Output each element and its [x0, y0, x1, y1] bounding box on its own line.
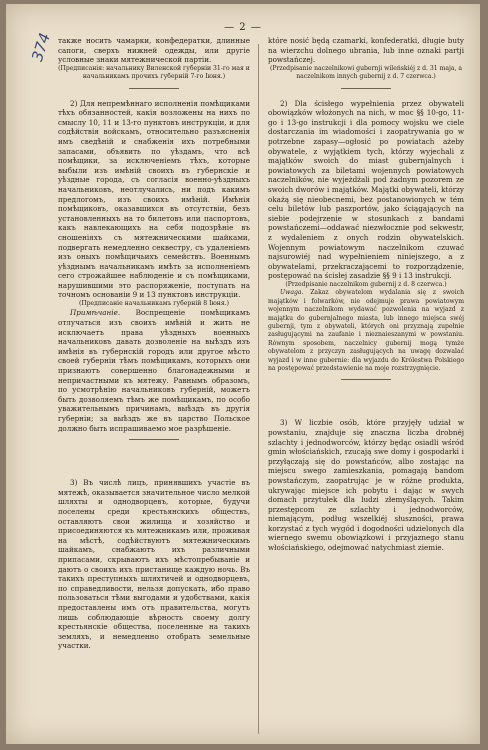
right-section-3: 3) W liczbie osób, które przyjęły udział w powstaniu, znajduje się znaczna liczba drobnéj szlachty i jednodworców, którzy będąc osiadli wśród gmin włościańskich, rzucają swe domy i gospodarki i przyłączają się do powstańców, albo zostając na miejscu swego zamieszkania, pomagają bandom powstańczym, zaopatrując je w różne produkta, ukrywając miejsce ich pobytu i dając w swych domach przytułek dla ludzi złemyślących. Takim przestępcom ze szlachty i jednodworców, niemającym, podług wszelkiéj słuszności, prawa korzystać z tych wygód i dogodności udzielonych dla wiernego swemu obowiązkowi i przyjaznego stanu włościańskiego, odejmować natychmiast ziemie. — [268, 418, 464, 553]
document-page — [6, 4, 480, 744]
polish-column — [268, 36, 464, 553]
right-section-1: które nosić będą czamarki, konfederatki, długie buty na wierzchu dolnego ubrania, lub inne oznaki partji powstańczej. — [268, 36, 464, 65]
left-section-1-note: (Предписанія: начальнику Виленской губерніи 31-го мая и начальникамъ прочихъ губерній 7-го Іюня.) — [58, 64, 250, 81]
left-remark-text: Воспрещеніе помѣщикамъ отлучаться изъ своихъ имѣній и жить не исключаетъ права уѣздныхъ военныхъ начальниковъ давать дозволеніе на выѣздъ изъ имѣнія въ губернскій городъ или другое мѣсто своей губерніи тѣмъ помѣщикамъ, которыхъ они признаютъ совершенно благонадежными и непричастными къ мятежу. Равнымъ образомъ, по усмотрѣнію начальниковъ губерній, можетъ быть дозволяемъ тѣмъ же помѣщикамъ, по особо уважительнымъ причинамъ, выѣздъ въ другія губерніи; за выѣздъ же въ царство Польское должно быть испрашиваемо мое разрѣшеніе. — [58, 308, 250, 433]
left-rule-2 — [129, 439, 179, 440]
russian-column — [58, 36, 250, 651]
right-remark-label: Uwaga. — [280, 289, 304, 297]
left-rule-1 — [129, 88, 179, 89]
right-section-2: 2) Dla ścisłego wypełnienia przez obywateli obowiązków włożonych na nich, w moc §§ 10-go, 11-go i 13-go instrukcji i dla pomocy wojsku we ciele dostarczania im wiadomości i zaopatrywania go w potrzebne zapasy—ogłosić po powiatach ażeby obywatele, z wyjątkiem tych, którzy wyjechali z majątków swoich do miast gubernjalnych i powiatowych za biletami wojennych powiatowych naczelników, nie wyjeżdżali pod żadnym pozorem ze swoich dworów i majątków. Majątki obywateli, którzy okażą się nieobecnemi, bez postanowionych w tém celu biletów lub paszportów, jako ściągających na siebie podejrzenie w stosunkach z bandami powstańczemi—oddawać niezwłocznie pod sekwestr, z wydaleniem z onych rodzin obywatelskich. Wojennym powiatowym naczelnikom czuwać najsurowiéj nad wypełnieniem niniejszego, a z obywatelami, przekraczającemi to rozporządzenie, postępować na ścisłej zasadzie §§ 9 i 13 instrukcji. — [268, 98, 464, 281]
left-section-2-note: (Предписаніе начальникамъ губерній 8 Іюня.) — [78, 300, 230, 308]
left-remark-label: Примѣчаніе. — [70, 308, 121, 318]
handwritten-page-note: 374 — [28, 30, 54, 64]
page-number: — 2 — — [224, 22, 262, 33]
left-section-3: 3) Въ числѣ лицъ, принявшихъ участіе въ мятежѣ, оказывается значительное число мелкой шляхты и однодворцевъ, которые, будучи поселены среди крестьянскихъ обществъ, оставляютъ свои жилища и хозяйство и присоединяются къ мятежникамъ или, проживая на мѣстѣ, содѣйствуютъ мятежническимъ шайкамъ, снабжаютъ ихъ различными припасами, скрываютъ ихъ мѣстопребываніе и даютъ о своихъ ихъ пристанище каждую ночь. Въ такихъ преступныхъ шляхтичей и однодворцевъ, по справедливости, нельзя допускать, ибо право пользоваться тѣми выгодами и удобствами, какія предоставлены имъ отъ правительства, могутъ лишь соблюдающіе вѣрность своему долгу крестьянскіе общества, поселенные на такихъ земляхъ, и немедленно отобрать земельные участки. — [58, 478, 250, 651]
right-remark-text: Zakaz obywatelom wydalania się z swoich majątków i folwarków, nie odejmuje prawa powiatowym wojennym naczelnikom wydawać pozwolenia na wyjazd z majątku do gubernjalnego miasta, lub innego miejsca swéj gubernji, tym z obywateli, których oni przyznają zupełnie zasługującymi na zaufanie i nieznaieszanymi w powstaniu. Równym sposobem, naczelnicy gubernij mogą tymże obywatelom z przyczyn zasługujących na uwagę dozwalać wyjazd i w inne gubernie: dla wyjazdu do Królestwa Polskiego na postępować przedstawienie na moje rozstrzygnięcie. — [268, 289, 465, 372]
left-section-1: также носить чамарки, конфедератки, длинные сапоги, сверхъ нижней одежды, или другіе условные знаки мятежнической партіи. — [58, 36, 250, 65]
left-section-2: 2) Для непремѣннаго исполненія помѣщиками тѣхъ обязанностей, какія возложены на нихъ по смыслу 10, 11 и 13-го пунктовъ инструкціи, и для содѣйствія войскамъ, относительно разъясненія имъ сведѣній и снабженія ихъ потребными запасами, объявить по уѣздамъ, что всѣ помѣщики, за исключеніемъ тѣхъ, которые выбыли изъ имѣній своихъ въ губернскіе и уѣздные города, съ согласія военно-уѣздныхъ начальниковъ, неотлучались, ни подъ какимъ предлогомъ, изъ своихъ имѣній. Имѣнія помѣщиковъ, оказавшихся въ отсутствіи, безъ установленныхъ на то билетовъ или паспортовъ, какъ навлекающихъ на себя подозрѣніе въ сношеніяхъ съ мятежническими шайками, подвергать немедленно секвестру, съ удаленіемъ изъ оныхъ помѣщичьихъ семействъ. Военнымъ уѣзднымъ начальникамъ имѣть за исполненіемъ сего строжайшее наблюденіе и съ помѣщиками, нарушившими это распоряженіе, поступать на точномъ основаніи 9 и 13 пунктовъ инструкціи. — [58, 98, 250, 300]
right-section-2-note: (Przedpisanie naczelnikom gubernij z d. 8 czerwca.) — [285, 280, 447, 288]
right-section-1-note: (Przedpisanie naczelnikowi gubernji wileńskiéj z d. 31 maja, a naczelnikom innych gubernij z d. 7 czerwca.) — [269, 64, 463, 81]
right-rule-1 — [341, 88, 391, 89]
right-rule-2 — [341, 379, 391, 380]
column-divider — [258, 44, 259, 734]
